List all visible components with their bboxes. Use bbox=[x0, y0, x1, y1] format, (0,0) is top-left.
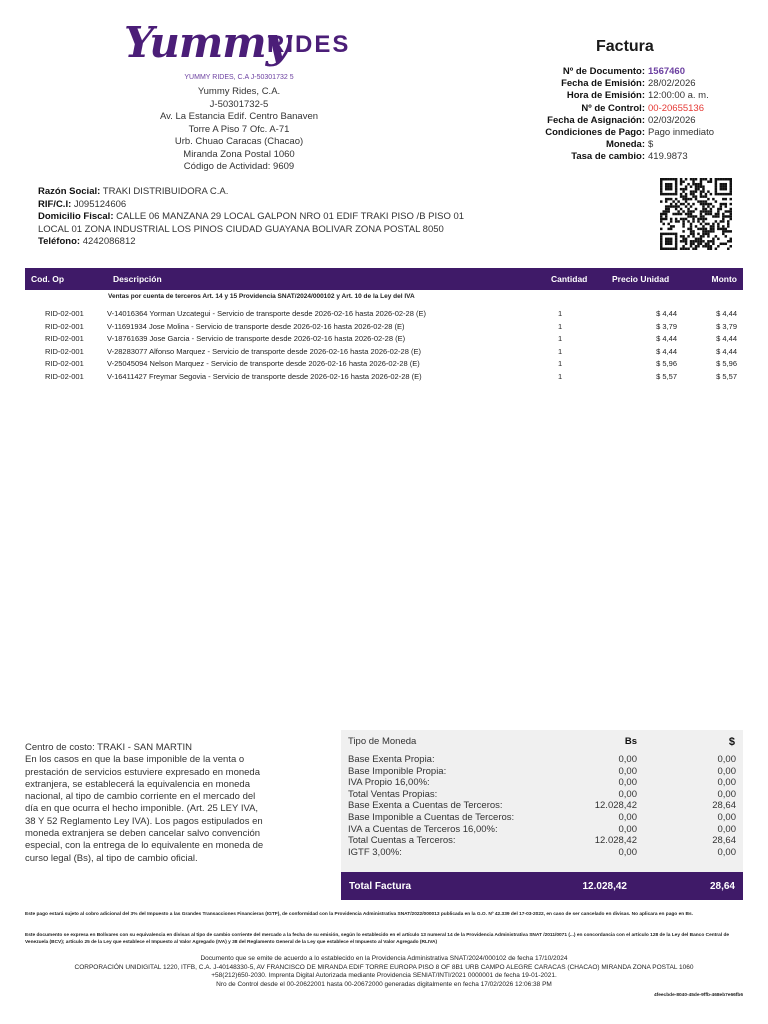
col-header-cantidad: Cantidad bbox=[551, 274, 588, 284]
summary-usd: 28,64 bbox=[712, 835, 736, 847]
client-domicilio-value: CALLE 06 MANZANA 29 LOCAL GALPON NRO 01 EDIF TRAKI PISO /B PISO 01 bbox=[116, 211, 465, 222]
summary-usd: 0,00 bbox=[717, 788, 736, 800]
invoice-metadata bbox=[500, 66, 740, 164]
cell-cod: RID-02-001 bbox=[45, 346, 84, 356]
cell-desc: V-16411427 Freymar Segovia - Servicio de transporte desde 2026-02-16 hasta 2026-02-28 (E) bbox=[107, 371, 422, 381]
total-invoice-bar bbox=[341, 872, 743, 900]
client-telefono-label: Teléfono: bbox=[38, 236, 81, 247]
client-rif-value: J095124606 bbox=[73, 198, 127, 210]
client-rif-row bbox=[38, 199, 638, 212]
cell-cant: 1 bbox=[558, 359, 563, 368]
summary-row bbox=[341, 824, 743, 836]
summary-label: IGTF 3,00%: bbox=[348, 846, 402, 858]
summary-label: IVA a Cuentas de Terceros 16,00%: bbox=[348, 823, 498, 835]
client-telefono-row bbox=[38, 236, 638, 249]
summary-rows bbox=[341, 754, 743, 858]
issuer-name: Yummy Rides, C.A. bbox=[197, 86, 281, 97]
ventas-terceros-note: Ventas por cuenta de terceros Art. 14 y 15 Providencia SNAT/2024/000102 y Art. 10 de la Ley del IVA bbox=[108, 293, 415, 300]
cell-desc: V-18761639 Jose Garcia - Servicio de transporte desde 2026-02-16 hasta 2026-02-28 (E) bbox=[107, 334, 406, 343]
cell-monto: $ 4,44 bbox=[716, 334, 737, 343]
col-header-cod: Cod. Op bbox=[31, 274, 65, 284]
cell-monto: $ 5,57 bbox=[716, 371, 737, 381]
printer-footer bbox=[25, 955, 743, 989]
summary-label: Base Imponible a Cuentas de Terceros: bbox=[348, 811, 515, 823]
issuer-company-block bbox=[94, 73, 384, 174]
summary-bs: 0,00 bbox=[618, 788, 637, 800]
issuer-address-1: Av. La Estancia Edif. Centro Banaven bbox=[159, 111, 319, 122]
cell-cant: 1 bbox=[558, 371, 563, 381]
cell-desc: V-25045094 Nelson Marquez - Servicio de transporte desde 2026-02-16 hasta 2026-02-28 (E) bbox=[107, 359, 420, 368]
client-razon-label: Razón Social: bbox=[38, 186, 101, 197]
table-row bbox=[25, 346, 743, 359]
summary-row bbox=[341, 754, 743, 766]
total-bs: 12.028,42 bbox=[582, 881, 627, 892]
summary-usd: 28,64 bbox=[712, 800, 736, 812]
table-row bbox=[25, 333, 743, 346]
summary-row bbox=[341, 835, 743, 847]
summary-usd: 0,00 bbox=[717, 777, 736, 789]
summary-bs: 0,00 bbox=[618, 811, 637, 823]
issuer-address-3: Urb. Chuao Caracas (Chacao) bbox=[174, 136, 304, 147]
cell-monto: $ 4,44 bbox=[716, 346, 737, 356]
meta-value: 00-20655136 bbox=[648, 102, 704, 114]
invoice-title: Factura bbox=[596, 38, 654, 55]
cell-precio: $ 3,79 bbox=[656, 321, 677, 331]
meta-row-issue-date bbox=[500, 78, 740, 90]
summary-header bbox=[341, 736, 743, 752]
summary-bs: 12.028,42 bbox=[594, 800, 637, 812]
client-domicilio-label: Domicilio Fiscal: bbox=[38, 211, 114, 222]
meta-label: Condiciones de Pago: bbox=[545, 127, 645, 139]
meta-row-exchange-rate bbox=[500, 151, 740, 163]
cell-cant: 1 bbox=[558, 321, 563, 331]
col-header-monto: Monto bbox=[711, 274, 737, 284]
cost-center-text: En los casos en que la base imponible de la venta o prestación de servicios estuviere expresado en moneda extranjera, se establecerá la equivalencia en moneda nacional, al tipo de cambio corriente en el mercado del día en que ocurra el hecho imponible. (Art. 25 LEY IVA, 38 Y 52 Reglamento Ley IVA). Los pagos estipulados en moneda extranjera se deben cancelar salvo convención especial, con la entrega de lo equivalente en moneda de curso legal (Bs), al tipo de cambio oficial. bbox=[25, 754, 264, 864]
summary-row bbox=[341, 812, 743, 824]
cell-precio: $ 4,44 bbox=[656, 309, 677, 318]
client-block bbox=[38, 186, 638, 249]
summary-label: Total Cuentas a Terceros: bbox=[348, 835, 456, 847]
table-row bbox=[25, 308, 743, 321]
summary-row bbox=[341, 789, 743, 801]
summary-usd: 0,00 bbox=[717, 754, 736, 765]
footer-line-3: +58(212)650-2030. Imprenta Digital Autorizada mediante Providencia SENIAT/INTI/2021 0000001 de fecha 19-01-2021. bbox=[211, 972, 557, 980]
meta-row-control-number bbox=[500, 103, 740, 115]
footer-line-4: Nro de Control desde el 00-20622001 hasta 00-20672000 generadas digitalmente en fecha 17/02/2026 12:06:38 PM bbox=[216, 980, 552, 988]
summary-row bbox=[341, 800, 743, 812]
summary-header-label: Tipo de Moneda bbox=[348, 736, 417, 747]
meta-label: Tasa de cambio: bbox=[571, 151, 645, 163]
meta-value: 28/02/2026 bbox=[648, 78, 696, 90]
cost-center-title: Centro de costo: TRAKI - SAN MARTIN bbox=[25, 742, 193, 753]
col-header-descripcion: Descripción bbox=[113, 274, 162, 284]
client-telefono-value: 4242086812 bbox=[82, 236, 136, 247]
meta-row-assignment-date bbox=[500, 115, 740, 127]
cell-monto: $ 3,79 bbox=[716, 321, 737, 331]
meta-row-payment-terms bbox=[500, 127, 740, 139]
summary-usd: 0,00 bbox=[717, 765, 736, 777]
footer-line-1: Documento que se emite de acuerdo a lo establecido en la Providencia Administrativa SNAT/2024/000102 de fecha 17/10/2024 bbox=[200, 955, 568, 962]
issuer-address-2: Torre A Piso 7 Ofc. A-71 bbox=[188, 123, 290, 135]
cell-cod: RID-02-001 bbox=[45, 321, 84, 331]
meta-row-issue-time bbox=[500, 90, 740, 102]
meta-label: Fecha de Emisión: bbox=[561, 78, 645, 90]
issuer-rif: J-50301732-5 bbox=[209, 98, 269, 110]
client-rif-label: RIF/C.I: bbox=[38, 198, 72, 210]
cell-precio: $ 4,44 bbox=[656, 334, 677, 343]
summary-bs: 0,00 bbox=[618, 823, 637, 835]
igtf-notice: Este pago estará sujeto al cobro adicional del 3% del Impuesto a las Grandes Transacciones Financieras (IGTF), de conformidad con la Providencia Administrativa SNAT/2022/000013 publicada en la G.O. Nº 42.339 del 17-03-2022, en caso de ser cancelado en divisas. No aplicara en pago en Bs. bbox=[25, 912, 693, 917]
summary-row bbox=[341, 766, 743, 778]
cell-precio: $ 4,44 bbox=[656, 346, 677, 356]
summary-bs: 0,00 bbox=[618, 777, 637, 789]
meta-value: 1567460 bbox=[648, 66, 685, 77]
summary-label: Base Imponible Propia: bbox=[348, 765, 447, 777]
cell-cant: 1 bbox=[558, 334, 563, 343]
client-razon-row bbox=[38, 186, 638, 199]
brand-logo bbox=[124, 18, 354, 72]
items-table-body bbox=[25, 308, 743, 383]
logo-script-text: Yummy bbox=[124, 18, 290, 67]
document-hash: 4feecbde-8040-45de-9ffb-468eb7e66fb6 bbox=[653, 993, 743, 998]
summary-label: Base Exenta a Cuentas de Terceros: bbox=[348, 800, 503, 812]
meta-label: Hora de Emisión: bbox=[566, 90, 645, 102]
cell-precio: $ 5,57 bbox=[656, 371, 677, 381]
summary-row bbox=[341, 777, 743, 789]
meta-value: Pago inmediato bbox=[648, 127, 715, 139]
qr-code-icon bbox=[660, 178, 732, 250]
summary-header-bs: Bs bbox=[624, 736, 637, 747]
cell-monto: $ 4,44 bbox=[716, 309, 737, 318]
col-header-precio: Precio Unidad bbox=[612, 274, 670, 284]
meta-value: $ bbox=[648, 139, 654, 151]
total-label: Total Factura bbox=[349, 881, 412, 892]
logo-word-text: RIDES bbox=[267, 31, 351, 58]
summary-usd: 0,00 bbox=[717, 823, 736, 835]
summary-header-usd: $ bbox=[728, 736, 735, 748]
total-usd: 28,64 bbox=[709, 881, 735, 892]
meta-value: 12:00:00 a. m. bbox=[648, 90, 709, 102]
meta-label: Nº de Documento: bbox=[562, 66, 645, 77]
client-domicilio-row-2: LOCAL 01 ZONA INDUSTRIAL LOS PINOS CIUDAD GUAYANA BOLIVAR ZONA POSTAL 8050 bbox=[38, 223, 444, 235]
currency-legal-notice: Este documento se expresa en Bolívares con su equivalencia en divisas al tipo de cambio corriente del mercado a la fecha de su emisión, según lo establecido en el artículo 13 numeral 14 de la Providencia Administrativa SNAT /2011/0071 (...) en concordancia con el artículo 128 de la Ley del Banco Central de Venezuela (BCV); artículo 25 de la Ley que establece el Impuesto al Valor Agregado (IVA) y 38 del Reglamento General de la Ley que establece el Impuesto al Valor Agregado (RLIVA) bbox=[25, 933, 730, 945]
totals-summary-box bbox=[341, 730, 743, 872]
cell-cod: RID-02-001 bbox=[45, 359, 84, 368]
cell-cant: 1 bbox=[558, 309, 563, 318]
cell-cant: 1 bbox=[558, 346, 563, 356]
summary-usd: 0,00 bbox=[717, 811, 736, 823]
cell-cod: RID-02-001 bbox=[45, 371, 84, 381]
meta-value: 02/03/2026 bbox=[648, 114, 696, 126]
meta-label: Moneda: bbox=[605, 139, 645, 151]
summary-bs: 0,00 bbox=[618, 765, 637, 777]
issuer-address-4: Miranda Zona Postal 1060 bbox=[183, 148, 295, 160]
table-row bbox=[25, 371, 743, 384]
summary-bs: 12.028,42 bbox=[594, 835, 637, 847]
meta-value: 419.9873 bbox=[648, 151, 688, 163]
client-domicilio-row bbox=[38, 211, 638, 224]
cost-center-note bbox=[25, 742, 270, 865]
summary-label: IVA Propio 16,00%: bbox=[348, 777, 430, 789]
summary-bs: 0,00 bbox=[618, 846, 637, 858]
cell-desc: V-28283077 Alfonso Marquez - Servicio de transporte desde 2026-02-16 hasta 2026-02-28 (E) bbox=[107, 346, 421, 356]
cell-desc: V-14016364 Yorman Uzcategui - Servicio de transporte desde 2026-02-16 hasta 2026-02-28 (E) bbox=[107, 309, 426, 318]
summary-usd: 0,00 bbox=[717, 846, 736, 858]
items-table-header bbox=[25, 268, 743, 290]
summary-label: Total Ventas Propias: bbox=[348, 788, 438, 800]
meta-label: Nº de Control: bbox=[581, 102, 645, 114]
cell-precio: $ 5,96 bbox=[656, 359, 677, 368]
issuer-activity-code: Código de Actividad: 9609 bbox=[183, 161, 295, 172]
client-razon-value: TRAKI DISTRIBUIDORA C.A. bbox=[102, 186, 229, 197]
summary-row bbox=[341, 847, 743, 859]
summary-bs: 0,00 bbox=[618, 754, 637, 765]
table-row bbox=[25, 358, 743, 371]
meta-row-document-number bbox=[500, 66, 740, 78]
meta-label: Fecha de Asignación: bbox=[547, 114, 645, 126]
issuer-legal-line: YUMMY RIDES, C.A J-50301732 5 bbox=[184, 74, 294, 81]
cell-cod: RID-02-001 bbox=[45, 309, 84, 318]
table-row bbox=[25, 321, 743, 334]
footer-line-2: CORPORACIÓN UNIDIGITAL 1220, ITFB, C.A. J-40148330-5, AV FRANCISCO DE MIRANDA EDIF TORRE EUROPA PISO 8 OF 8B1 URB CAMPO ALEGRE CARACAS (CHACAO) MIRANDA ZONA POSTAL 1060 bbox=[74, 963, 694, 971]
cell-monto: $ 5,96 bbox=[716, 359, 737, 368]
meta-row-currency bbox=[500, 139, 740, 151]
cell-desc: V-11691934 Jose Molina - Servicio de transporte desde 2026-02-16 hasta 2026-02-28 (E) bbox=[107, 321, 405, 331]
summary-label: Base Exenta Propia: bbox=[348, 754, 435, 765]
cell-cod: RID-02-001 bbox=[45, 334, 84, 343]
